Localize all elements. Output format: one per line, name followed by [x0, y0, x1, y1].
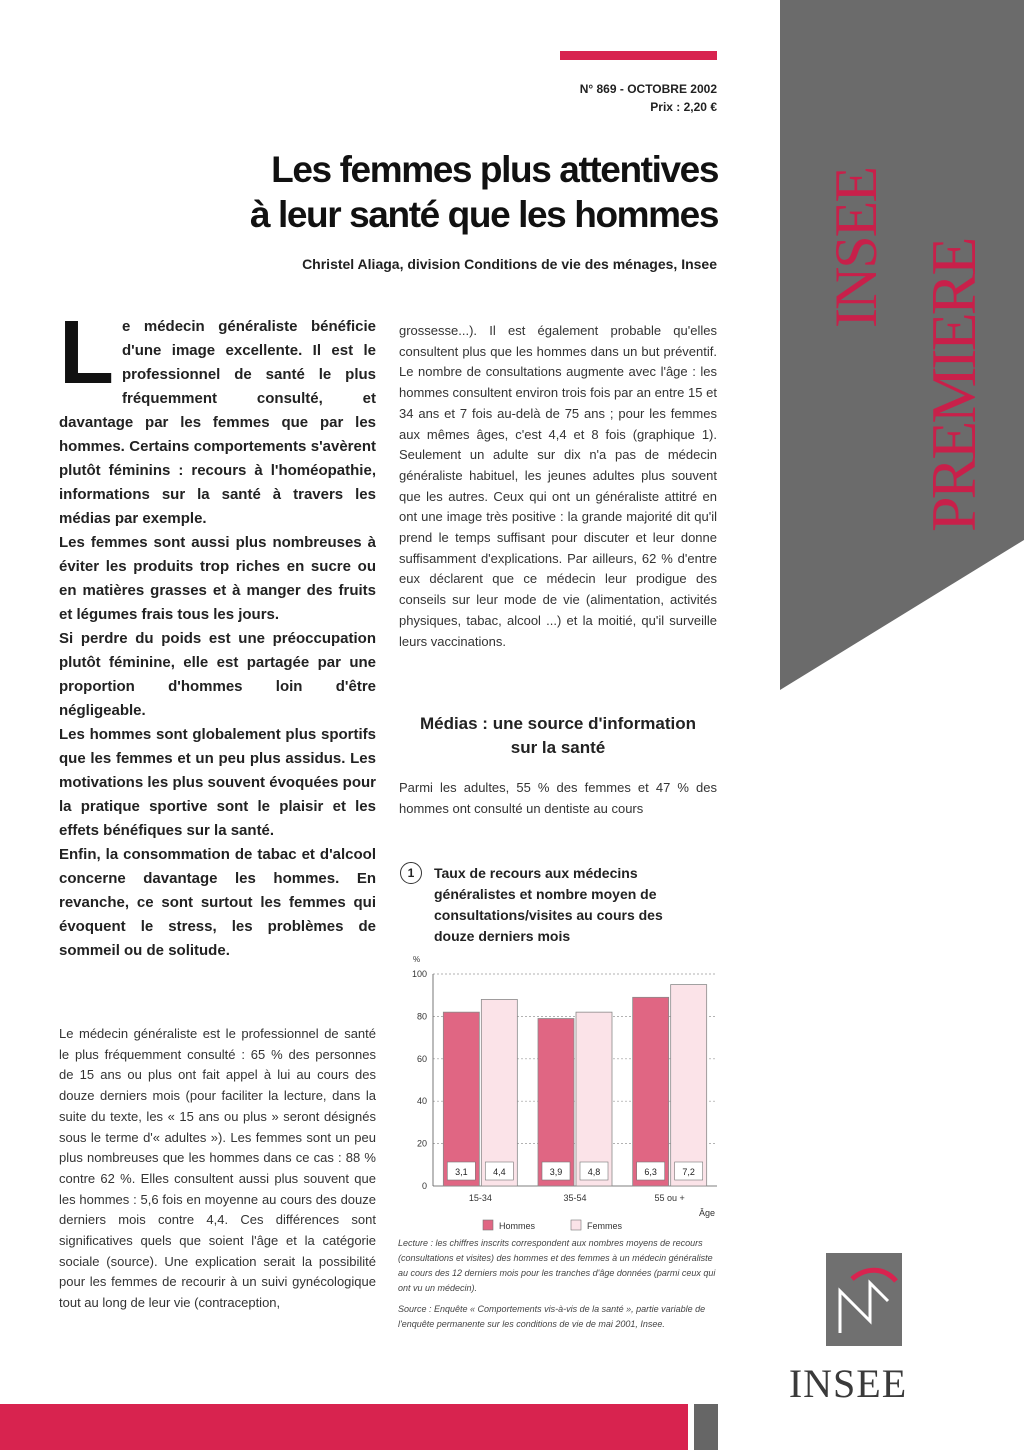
- figure-number: 1: [400, 862, 422, 884]
- y-tick-label: 40: [416, 1096, 427, 1107]
- figure-lecture: Lecture : les chiffres inscrits correspondent aux nombres moyens de recours (consultations et visites) des hommes et des femmes à un médecin généraliste au cours des 12 derniers mois pour les tranches d'âge données (parmi ceux qui ont vu un médecin).: [398, 1238, 716, 1293]
- body-right-column: [399, 321, 717, 652]
- section-heading-line-2: sur la santé: [510, 738, 606, 757]
- y-tick-label: 0: [421, 1181, 427, 1191]
- lead-text: [59, 303, 376, 963]
- bar-data-label: 4,8: [587, 1167, 601, 1177]
- insee-logo-text: INSEE: [788, 1361, 908, 1406]
- legend-label-hommes: Hommes: [499, 1221, 536, 1231]
- issue-number: N° 869 - OCTOBRE 2002: [579, 82, 717, 96]
- bar-hommes: [633, 997, 669, 1186]
- issue-price: Prix : 2,20 €: [650, 100, 717, 114]
- issue-info: [580, 80, 717, 116]
- lead-paragraph-1: e médecin généraliste bénéficie d'une image excellente. Il est le professionnel de santé le plus fréquemment consulté, et davantage par les femmes que par les hommes. Certains comportements s'avèrent plutôt féminins : recours à l'homéopathie, informations sur la santé à travers les médias par exemple.: [59, 318, 376, 527]
- body-left-column: [59, 1024, 376, 1314]
- legend-swatch-femmes: [571, 1220, 581, 1230]
- bar-data-label: 4,4: [493, 1167, 506, 1177]
- bar-data-label: 3,9: [549, 1167, 563, 1177]
- y-tick-label: 60: [416, 1053, 427, 1064]
- lead-paragraph-5: Enfin, la consommation de tabac et d'alcool concerne davantage les hommes. En revanche, ce sont surtout les femmes qui évoquent le stress, les problèmes de sommeil ou de solitude.: [59, 846, 376, 959]
- insee-logo-mark: [826, 1253, 902, 1346]
- bar-femmes: [671, 985, 707, 1186]
- bar-chart: [395, 948, 725, 1233]
- x-tick-label: 15-34: [468, 1193, 492, 1203]
- lead-paragraph-4: Les hommes sont globalement plus sportifs que les femmes et un peu plus assidus. Les motivations les plus souvent évoquées pour la pratique sportive sont le plaisir et les effets bénéfiques sur la santé.: [59, 726, 376, 839]
- y-tick-label: 20: [416, 1138, 427, 1149]
- y-tick-label: 80: [416, 1011, 427, 1022]
- title-line-2: à leur santé que les hommes: [249, 194, 718, 235]
- section-heading: [399, 712, 717, 760]
- bar-data-label: 6,3: [644, 1167, 657, 1177]
- bar-data-label: 7,2: [682, 1167, 695, 1177]
- page-title: [250, 147, 718, 237]
- figure-title: Taux de recours aux médecins généralistes et nombre moyen de consultations/visites au cours des douze derniers mois: [434, 865, 663, 944]
- bar-hommes: [443, 1012, 479, 1186]
- bar-hommes: [538, 1019, 574, 1186]
- body-left-paragraph: Le médecin généraliste est le professionnel de santé le plus fréquemment consulté : 65 % des personnes de 15 ans ou plus ont fait appel à lui au cours des douze derniers mois (pour faciliter la lecture, dans la suite du texte, les « 15 ans ou plus » seront désignés sous le terme d'« adultes »). Les femmes sont un peu plus nombreuses que les hommes dans ce cas : 88 % contre 62 %. Elles consultent aussi plus souvent que les hommes : 5,6 fois en moyenne au cours des douze derniers mois contre 4,4. Ces différences sont significatives quels que soient l'âge et la catégorie sociale (source). Une explication serait la possibilité pour les femmes de recourir à un suivi gynécologique tout au long de leur vie (contraception,: [59, 1026, 376, 1311]
- bar-femmes: [481, 999, 517, 1186]
- figure-notes: [398, 1236, 718, 1338]
- footer-accent-bar: [0, 1404, 688, 1450]
- bar-data-label: 3,1: [455, 1167, 468, 1177]
- legend-label-femmes: Femmes: [587, 1221, 623, 1231]
- footer-gray-bar: [694, 1404, 718, 1450]
- legend-swatch-hommes: [483, 1220, 493, 1230]
- brand-insee: INSEE: [823, 168, 889, 328]
- brand-premiere: PREMIERE: [918, 239, 989, 532]
- x-tick-label: 35-54: [563, 1193, 587, 1203]
- title-line-1: Les femmes plus attentives: [271, 149, 718, 190]
- y-tick-label: 100: [411, 969, 427, 979]
- body-right-paragraph-2: Parmi les adultes, 55 % des femmes et 47 % des hommes ont consulté un dentiste au cours: [399, 780, 717, 816]
- section-heading-line-1: Médias : une source d'information: [419, 714, 697, 733]
- x-axis-label: Âge: [698, 1208, 715, 1218]
- lead-paragraph-2: Les femmes sont aussi plus nombreuses à éviter les produits trop riches en sucre ou en matières grasses et à manger des fruits et légumes frais tous les jours.: [59, 534, 376, 623]
- bar-femmes: [576, 1012, 612, 1186]
- figure-source: Source : Enquête « Comportements vis-à-vis de la santé », partie variable de l'enquête permanente sur les conditions de vie de mai 2001, Insee.: [398, 1304, 706, 1329]
- x-tick-label: 55 ou +: [654, 1193, 685, 1203]
- drop-cap: L: [59, 303, 114, 403]
- author: Christel Aliaga, division Conditions de vie des ménages, Insee: [302, 256, 717, 272]
- y-axis-unit: %: [413, 955, 421, 964]
- lead-paragraph-3: Si perdre du poids est une préoccupation plutôt féminine, elle est partagée par une proportion d'hommes loin d'être négligeable.: [59, 630, 376, 719]
- body-right-paragraph: grossesse...). Il est également probable qu'elles consultent plus que les hommes dans un but préventif. Le nombre de consultations augmente avec l'âge : les hommes consultent environ trois fois par an entre 15 et 34 ans et 7 fois au-delà de 75 ans ; pour les femmes aux mêmes âges, c'est 4,4 et 8 fois (graphique 1). Seulement un adulte sur dix n'a pas de médecin généraliste habituel, les jeunes adultes plus souvent que les autres. Ceux qui ont un généraliste attitré en ont une image très positive : la grande majorité dit qu'il prend le temps suffisant pour discuter et leur donne suffisamment d'explications. Par ailleurs, 62 % d'entre eux déclarent que ce médecin leur prodigue des conseils sur leur mode de vie (alimentation, activités physiques, tabac, alcool ...) et la moitié, qu'il surveille leurs vaccinations.: [399, 323, 717, 649]
- accent-bar: [560, 51, 717, 60]
